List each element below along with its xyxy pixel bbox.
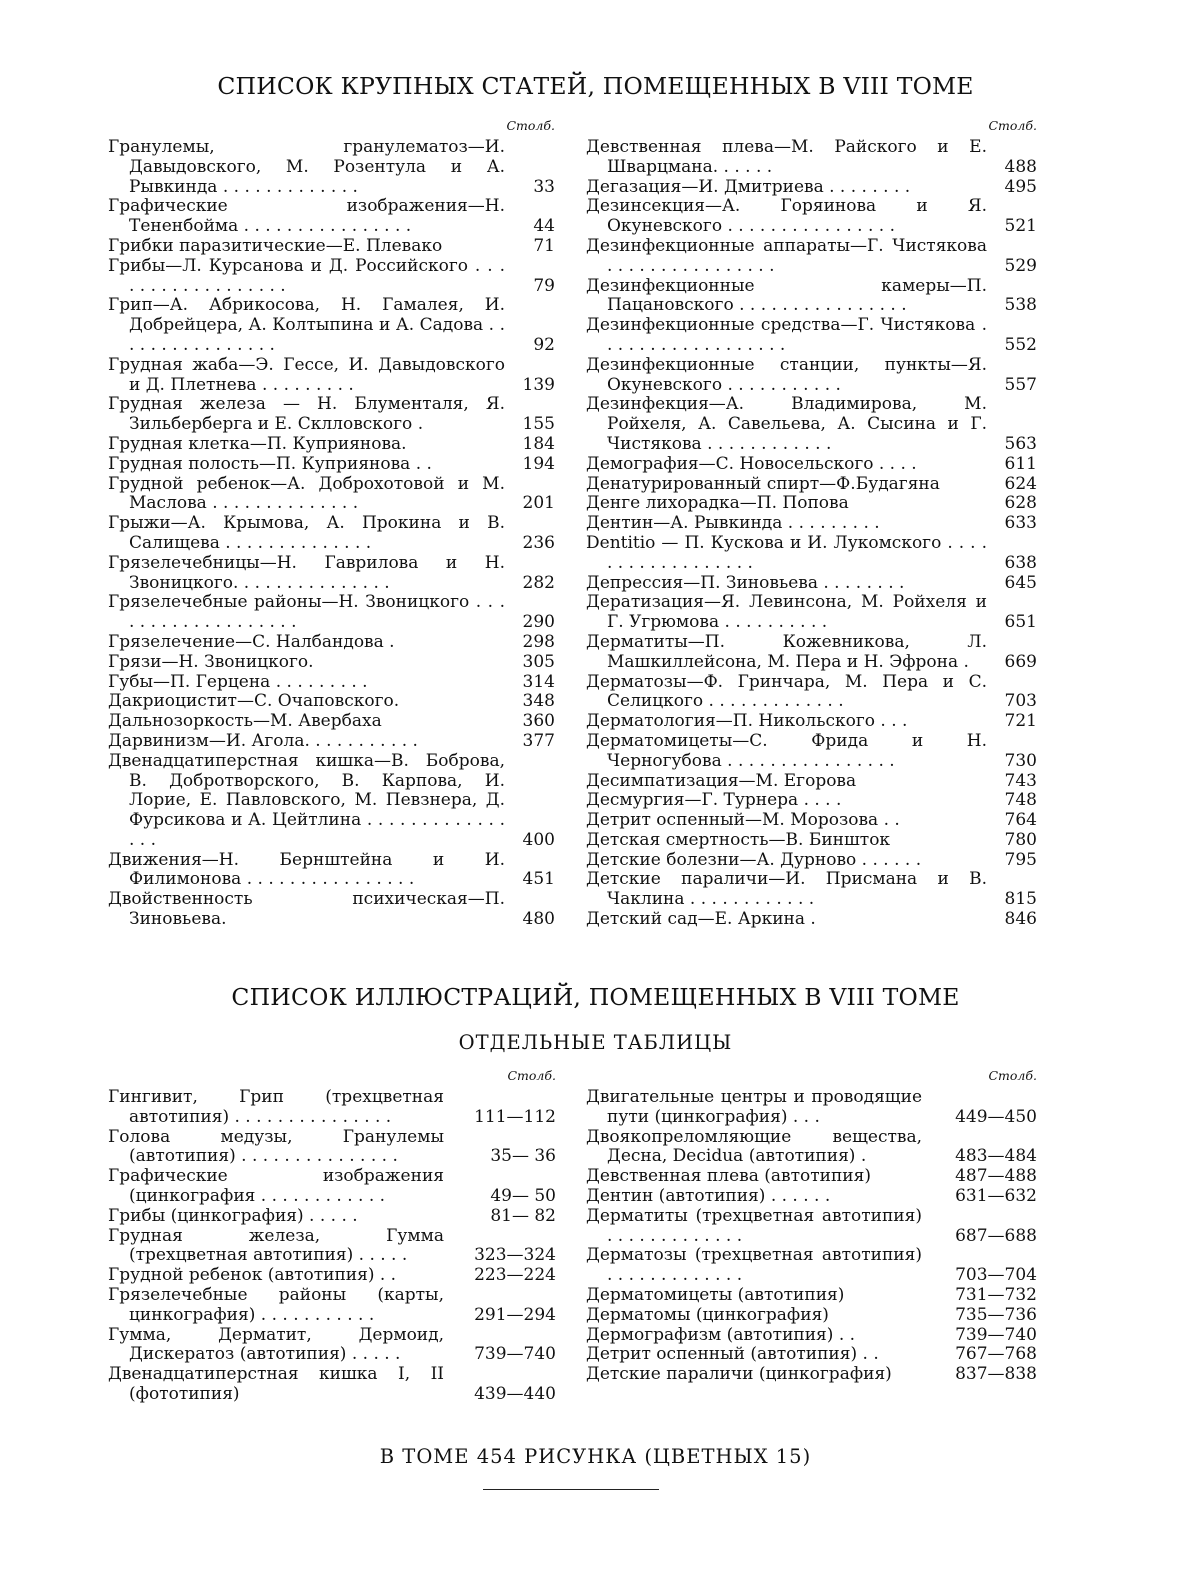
entry-column-number: 184 [522,433,555,454]
entry-column-number: 449—450 [955,1106,1037,1127]
column-label: Столб. [506,118,555,133]
entry-column-number: 291—294 [474,1304,556,1325]
entry-column-number: 739—740 [955,1324,1037,1345]
entry-title: Дезинфекционные аппараты—Г. Чистякова . . . . . . . . . . . . . . . . [586,235,987,276]
column-label: Столб. [988,1068,1037,1083]
column-label: Столб. [507,1068,556,1083]
entry-title: Грибки паразитические—Е. Плевако [108,235,443,256]
toc-entry [586,197,1037,237]
toc-entry [586,356,1037,396]
entry-title: Дерматомицеты (автотипия) [586,1284,845,1305]
entry-column-number: 439—440 [474,1383,556,1404]
entry-title: Детские параличи (цинкография) [586,1364,892,1385]
entry-column-number: 139 [522,374,555,395]
toc-entry [586,395,1037,454]
entry-title: Графические изображения (цинкография . . . . . . . . . . . . [108,1166,444,1206]
entry-column-number: 360 [522,711,555,732]
entry-title: Дерматомицеты—С. Фрида и Н. Черногубова . . . . . . . . . . . . . . . . [586,730,987,771]
toc-entry [108,593,555,633]
toc-entry [108,732,555,752]
entry-title: Дерматозы (трехцветная автотипия) . . . . . . . . . . . . . [586,1245,922,1286]
toc-entry [586,772,1037,792]
entry-column-number: 483—484 [955,1146,1037,1167]
toc-entry [586,1365,1037,1385]
toc-entry [108,890,555,930]
toc-entry [586,712,1037,732]
entry-title: Грыжи—А. Крымова, А. Прокина и В. Салищева . . . . . . . . . . . . . . [108,513,505,553]
toc-entry [108,356,555,396]
entry-column-number: 739—740 [474,1344,556,1365]
entry-column-number: 194 [522,453,555,474]
entry-column-number: 563 [1004,433,1037,454]
closing-rule [483,1489,659,1490]
entry-column-number: 400 [522,829,555,850]
toc-entry [108,1227,556,1267]
entry-column-number: 721 [1004,711,1037,732]
toc-entry [586,138,1037,178]
toc-entry [108,395,555,435]
entry-title: Грибы (цинкография) . . . . . [108,1205,358,1226]
entry-column-number: 111—112 [474,1106,556,1127]
entry-title: Депрессия—П. Зиновьева . . . . . . . . [586,572,905,593]
entry-column-number: 846 [1004,909,1037,930]
entry-title: Детский сад—Е. Аркина . [586,909,816,930]
entry-title: Двенадцатиперстная кишка—В. Боброва, В. Добротворского, В. Карпова, И. Лорие, Е. Павловского, М. Певзнера, Д. Фурсикова и А. Цейтлина . . . . . . . . . . . . . . . . [108,750,505,850]
entry-column-number: 552 [1004,334,1037,355]
illustrations-list-title: СПИСОК ИЛЛЮСТРАЦИЙ, ПОМЕЩЕННЫХ В VIII ТОМЕ [231,983,960,1011]
entry-column-number: 628 [1004,493,1037,514]
entry-title: Дарвинизм—И. Агола. . . . . . . . . . . [108,730,418,751]
entry-title: Грязелечебные районы (карты, цинкография) . . . . . . . . . . . [108,1284,444,1325]
entry-column-number: 795 [1004,849,1037,870]
toc-entry [586,1088,1037,1128]
entry-title: Голова медузы, Гранулемы (автотипия) . . . . . . . . . . . . . . . [108,1126,444,1167]
entry-column-number: 764 [1004,810,1037,831]
toc-entry [108,138,555,197]
toc-entry [108,257,555,297]
entry-column-number: 377 [522,730,555,751]
entry-column-number: 837—838 [955,1364,1037,1385]
entry-column-number: 348 [522,691,555,712]
entry-column-number: 92 [533,334,555,355]
toc-entry [108,1207,556,1227]
entry-column-number: 703—704 [955,1265,1037,1286]
toc-entry [586,1207,1037,1247]
entry-title: Дентин—А. Рывкинда . . . . . . . . . [586,513,880,534]
entry-title: Дерматозы—Ф. Гринчара, М. Пера и С. Селицкого . . . . . . . . . . . . . [586,671,987,712]
entry-title: Денге лихорадка—П. Попова [586,493,849,514]
entry-column-number: 669 [1004,651,1037,672]
entry-title: Денатурированный спирт—Ф.Будагяна [586,473,940,494]
toc-entry [108,692,555,712]
toc-entry [108,851,555,891]
toc-entry [586,1286,1037,1306]
toc-entry [108,475,555,515]
entry-title: Дезинфекционные камеры—П. Пацановского . . . . . . . . . . . . . . . . [586,275,987,316]
toc-entry [586,178,1037,198]
entry-title: Гумма, Дерматит, Дермоид, Дискератоз (автотипия) . . . . . [108,1324,444,1365]
entry-title: Дентин (автотипия) . . . . . . [586,1185,831,1206]
entry-title: Девственная плева—М. Райского и Е. Шварцмана. . . . . . [586,137,987,177]
toc-entry [108,1286,556,1326]
entry-column-number: 314 [522,671,555,692]
entry-column-number: 488 [1004,156,1037,177]
entry-column-number: 298 [522,631,555,652]
articles-right-column [586,117,1037,930]
entry-title: Грип—А. Абрикосова, Н. Гамалея, И. Добрейцера, А. Колтыпина и А. Садова . . . . . . . . . . . . . . . . [108,295,505,355]
entry-column-number: 633 [1004,513,1037,534]
entry-title: Дезинфекционные станции, пункты—Я. Окуневского . . . . . . . . . . . [586,354,987,395]
entry-title: Дезинфекция—А. Владимирова, М. Ройхеля, А. Савельева, А. Сысина и Г. Чистякова . . . . . . . . . . . . [586,394,987,454]
entry-column-number: 81— 82 [490,1205,556,1226]
toc-entry [108,1088,556,1128]
entry-column-number: 743 [1004,770,1037,791]
toc-entry [108,1128,556,1168]
toc-entry [586,514,1037,534]
toc-entry [108,197,555,237]
entry-column-number: 735—736 [955,1304,1037,1325]
entry-title: Детские болезни—А. Дурново . . . . . . [586,849,922,870]
entry-title: Дерматиты (трехцветная автотипия) . . . . . . . . . . . . . [586,1205,922,1246]
toc-entry [108,712,555,732]
toc-entry [108,296,555,355]
entry-column-number: 611 [1004,453,1037,474]
toc-entry [586,1246,1037,1286]
entry-column-number: 731—732 [955,1284,1037,1305]
entry-column-number: 44 [533,216,555,237]
entry-column-number: 557 [1004,374,1037,395]
toc-entry [586,534,1037,574]
entry-column-number: 521 [1004,216,1037,237]
entry-title: Дерматиты—П. Кожевникова, Л. Машкиллейсона, М. Пера и Н. Эфрона . [586,631,987,672]
toc-entry [108,673,555,693]
entry-title: Грудной ребенок—А. Доброхотовой и М. Маслова . . . . . . . . . . . . . . [108,473,505,514]
column-label: Столб. [988,118,1037,133]
entry-column-number: 282 [522,572,555,593]
articles-left-column [108,117,555,930]
entry-column-number: 323—324 [474,1245,556,1266]
entry-title: Грудная полость—П. Куприянова . . [108,453,432,474]
separate-tables-subtitle: ОТДЕЛЬНЫЕ ТАБЛИЦЫ [458,1031,733,1054]
entry-title: Детрит оспенный—М. Морозова . . [586,810,900,831]
entry-column-number: 538 [1004,295,1037,316]
entry-title: Двенадцатиперстная кишка I, II (фототипия) [108,1364,444,1404]
entry-title: Дальнозоркость—М. Авербаха [108,711,382,732]
toc-entry [108,1326,556,1366]
entry-column-number: 624 [1004,473,1037,494]
toc-entry [586,494,1037,514]
entry-title: Детские параличи—И. Присмана и В. Чаклина . . . . . . . . . . . . [586,869,987,910]
toc-entry [108,455,555,475]
entry-title: Двоякопреломляющие вещества, Десна, Decidua (автотипия) . [586,1126,922,1167]
entry-column-number: 290 [522,612,555,633]
entry-column-number: 495 [1004,176,1037,197]
toc-entry [586,811,1037,831]
toc-entry [586,1187,1037,1207]
toc-entry [586,851,1037,871]
entry-title: Грязи—Н. Звоницкого. [108,651,314,672]
entry-column-number: 305 [522,651,555,672]
entry-title: Грудная жаба—Э. Гессе, И. Давыдовского и Д. Плетнева . . . . . . . . . [108,354,505,395]
entry-title: Грязелечение—С. Налбандова . [108,631,395,652]
entry-column-number: 631—632 [955,1185,1037,1206]
toc-entry [108,1365,556,1405]
toc-entry [586,1167,1037,1187]
entry-title: Дермографизм (автотипия) . . [586,1324,856,1345]
entry-title: Детская смертность—В. Биншток [586,829,891,850]
entry-title: Губы—П. Герцена . . . . . . . . . [108,671,368,692]
entry-title: Гранулемы, гранулематоз—И. Давыдовского, М. Розентула и А. Рывкинда . . . . . . . . . . . . . [108,137,505,197]
entry-column-number: 236 [522,532,555,553]
toc-entry [586,1326,1037,1346]
figures-count-note: В ТОМЕ 454 РИСУНКА (ЦВЕТНЫХ 15) [379,1445,812,1468]
toc-entry [108,1167,556,1207]
entry-column-number: 651 [1004,612,1037,633]
toc-entry [586,910,1037,930]
entry-column-number: 71 [533,235,555,256]
entry-column-number: 223—224 [474,1265,556,1286]
entry-column-number: 79 [533,275,555,296]
entry-column-number: 780 [1004,829,1037,850]
entry-title: Грудная железа, Гумма (трехцветная автотипия) . . . . . [108,1225,444,1266]
entry-column-number: 451 [522,869,555,890]
entry-column-number: 703 [1004,691,1037,712]
entry-title: Десмургия—Г. Турнера . . . . [586,790,842,811]
entry-title: Двигательные центры и проводящие пути (цинкография) . . . [586,1087,922,1127]
toc-entry [586,732,1037,772]
entry-column-number: 748 [1004,790,1037,811]
entry-column-number: 730 [1004,750,1037,771]
entry-column-number: 35— 36 [490,1146,556,1167]
entry-title: Десимпатизация—М. Егорова [586,770,857,791]
toc-entry [586,831,1037,851]
entry-title: Грязелечебные районы—Н. Звоницкого . . . . . . . . . . . . . . . . . . . [108,592,505,633]
toc-entry [108,554,555,594]
toc-entry [586,455,1037,475]
entry-title: Грудная клетка—П. Куприянова. [108,433,407,454]
entry-title: Дезинсекция—А. Горяинова и Я. Окуневского . . . . . . . . . . . . . . . . [586,196,987,237]
entry-column-number: 638 [1004,552,1037,573]
entry-column-number: 645 [1004,572,1037,593]
entry-column-number: 767—768 [955,1344,1037,1365]
toc-entry [586,673,1037,713]
toc-entry [108,514,555,554]
toc-entry [586,574,1037,594]
toc-entry [586,1345,1037,1365]
toc-entry [586,237,1037,277]
toc-entry [586,277,1037,317]
toc-entry [586,593,1037,633]
toc-entry [586,633,1037,673]
entry-title: Грудной ребенок (автотипия) . . [108,1265,397,1286]
entry-title: Двойственность психическая—П. Зиновьева. [108,889,505,930]
entry-title: Гингивит, Грип (трехцветная автотипия) . . . . . . . . . . . . . . . [108,1087,444,1127]
entry-title: Дезинфекционные средства—Г. Чистякова . . . . . . . . . . . . . . . . . . [586,315,987,355]
entry-title: Дакриоцистит—С. Очаповского. [108,691,400,712]
toc-entry [108,237,555,257]
entry-title: Dentitio — П. Кускова и И. Лукомского . . . . . . . . . . . . . . . . . . [586,532,987,573]
entry-title: Дерматомы (цинкография) [586,1304,829,1325]
articles-list-title: СПИСОК КРУПНЫХ СТАТЕЙ, ПОМЕЩЕННЫХ В VIII ТОМЕ [217,72,974,100]
entry-column-number: 33 [533,176,555,197]
entry-title: Грязелечебницы—Н. Гаврилова и Н. Звоницкого. . . . . . . . . . . . . . . [108,552,505,593]
toc-entry [108,435,555,455]
entry-column-number: 155 [522,414,555,435]
toc-entry [586,316,1037,356]
entry-column-number: 815 [1004,889,1037,910]
illustrations-left-column [108,1067,556,1405]
toc-entry [108,633,555,653]
toc-entry [586,475,1037,495]
entry-column-number: 49— 50 [490,1185,556,1206]
toc-entry [586,870,1037,910]
entry-column-number: 201 [522,493,555,514]
toc-entry [586,1128,1037,1168]
toc-entry [586,791,1037,811]
toc-entry [108,1266,556,1286]
entry-title: Детрит оспенный (автотипия) . . [586,1344,879,1365]
illustrations-right-column [586,1067,1037,1385]
entry-title: Девственная плева (автотипия) [586,1166,871,1187]
entry-title: Грибы—Л. Курсанова и Д. Российского . . . . . . . . . . . . . . . . . . [108,255,505,296]
toc-entry [586,1306,1037,1326]
entry-column-number: 480 [522,909,555,930]
entry-title: Дегазация—И. Дмитриева . . . . . . . . [586,176,911,197]
entry-title: Демография—С. Новосельского . . . . [586,453,917,474]
toc-entry [108,653,555,673]
entry-title: Графические изображения—Н. Тененбойма . . . . . . . . . . . . . . . . [108,196,505,237]
entry-title: Движения—Н. Бернштейна и И. Филимонова . . . . . . . . . . . . . . . . [108,849,505,890]
entry-title: Грудная железа — Н. Блументаля, Я. Зильберберга и Е. Склловского . [108,394,505,435]
toc-entry [108,752,555,851]
entry-column-number: 487—488 [955,1166,1037,1187]
entry-column-number: 687—688 [955,1225,1037,1246]
entry-title: Дерматология—П. Никольского . . . [586,711,908,732]
entry-column-number: 529 [1004,255,1037,276]
entry-title: Дератизация—Я. Левинсона, М. Ройхеля и Г. Угрюмова . . . . . . . . . . [586,592,987,633]
